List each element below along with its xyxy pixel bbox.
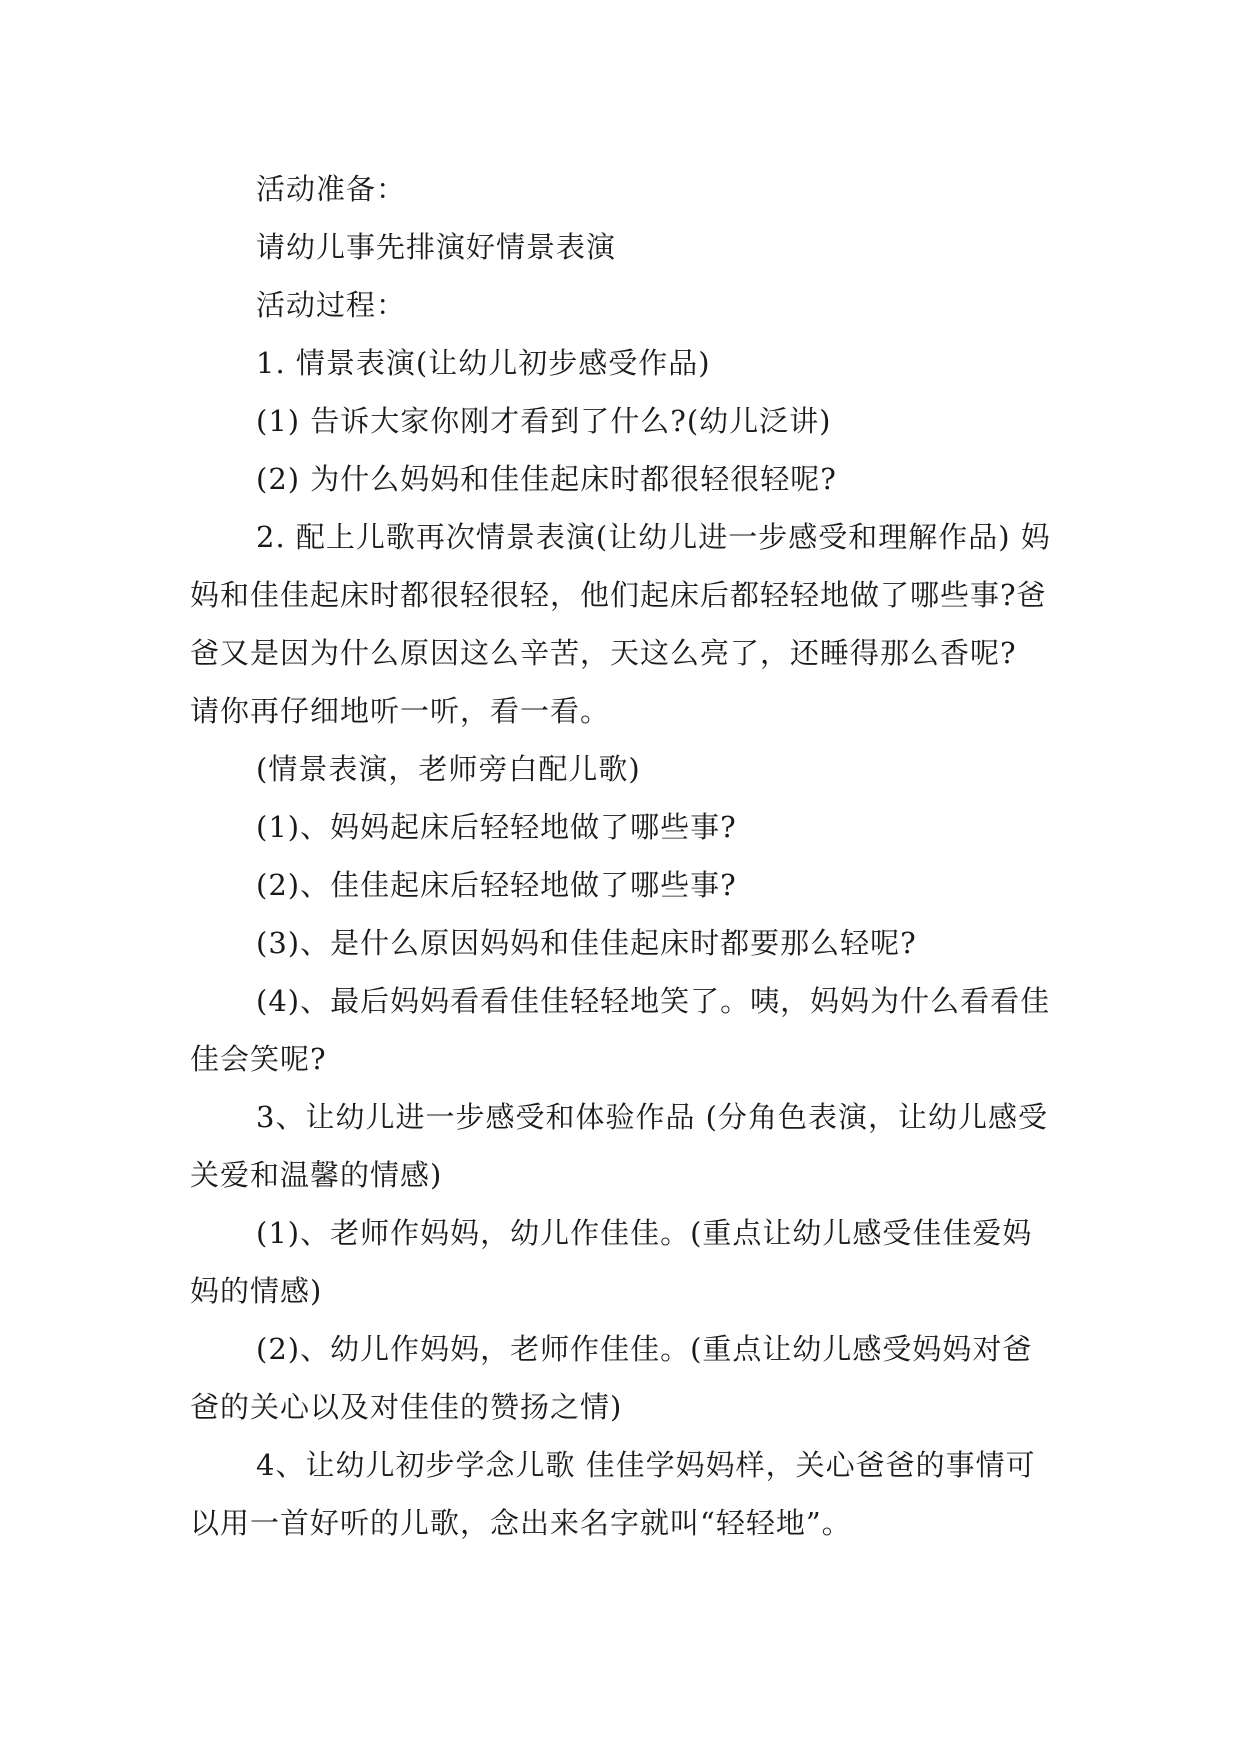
paragraph-step-1: 1. 情景表演(让幼儿初步感受作品) xyxy=(256,346,711,380)
paragraph-step-3-item-2: (2)、幼儿作妈妈，老师作佳佳。(重点让幼儿感受妈妈对爸爸的关心以及对佳佳的赞扬之情) xyxy=(190,1332,1033,1424)
paragraph-step-2-question-1: (1)、妈妈起床后轻轻地做了哪些事? xyxy=(256,810,737,844)
paragraph-step-3-item-1: (1)、老师作妈妈，幼儿作佳佳。(重点让幼儿感受佳佳爱妈妈的情感) xyxy=(190,1216,1033,1308)
paragraph-preparation-content: 请幼儿事先排演好情景表演 xyxy=(256,230,617,264)
document-body xyxy=(190,160,1052,1552)
paragraph-step-2-note: (情景表演，老师旁白配儿歌) xyxy=(256,752,641,786)
paragraph-step-2-question-2: (2)、佳佳起床后轻轻地做了哪些事? xyxy=(256,868,737,902)
paragraph-step-3: 3、让幼儿进一步感受和体验作品 (分角色表演，让幼儿感受关爱和温馨的情感) xyxy=(190,1100,1048,1192)
paragraph-step-4: 4、让幼儿初步学念儿歌 佳佳学妈妈样，关心爸爸的事情可以用一首好听的儿歌，念出来名字就叫“轻轻地”。 xyxy=(190,1448,1036,1540)
paragraph-step-2: 2. 配上儿歌再次情景表演(让幼儿进一步感受和理解作品) 妈妈和佳佳起床时都很轻很轻，他们起床后都轻轻地做了哪些事?爸爸又是因为什么原因这么辛苦，天这么亮了，还睡得那么香呢? 请你再仔细地听一听，看一看。 xyxy=(190,520,1051,728)
paragraph-preparation-heading: 活动准备： xyxy=(256,172,407,206)
paragraph-step-1-question-1: (1) 告诉大家你刚才看到了什么?(幼儿泛讲) xyxy=(256,404,832,438)
paragraph-process-heading: 活动过程： xyxy=(256,288,407,322)
paragraph-step-2-question-4: (4)、最后妈妈看看佳佳轻轻地笑了。咦，妈妈为什么看看佳佳会笑呢? xyxy=(190,984,1051,1076)
paragraph-step-1-question-2: (2) 为什么妈妈和佳佳起床时都很轻很轻呢? xyxy=(256,462,837,496)
paragraph-step-2-question-3: (3)、是什么原因妈妈和佳佳起床时都要那么轻呢? xyxy=(256,926,917,960)
